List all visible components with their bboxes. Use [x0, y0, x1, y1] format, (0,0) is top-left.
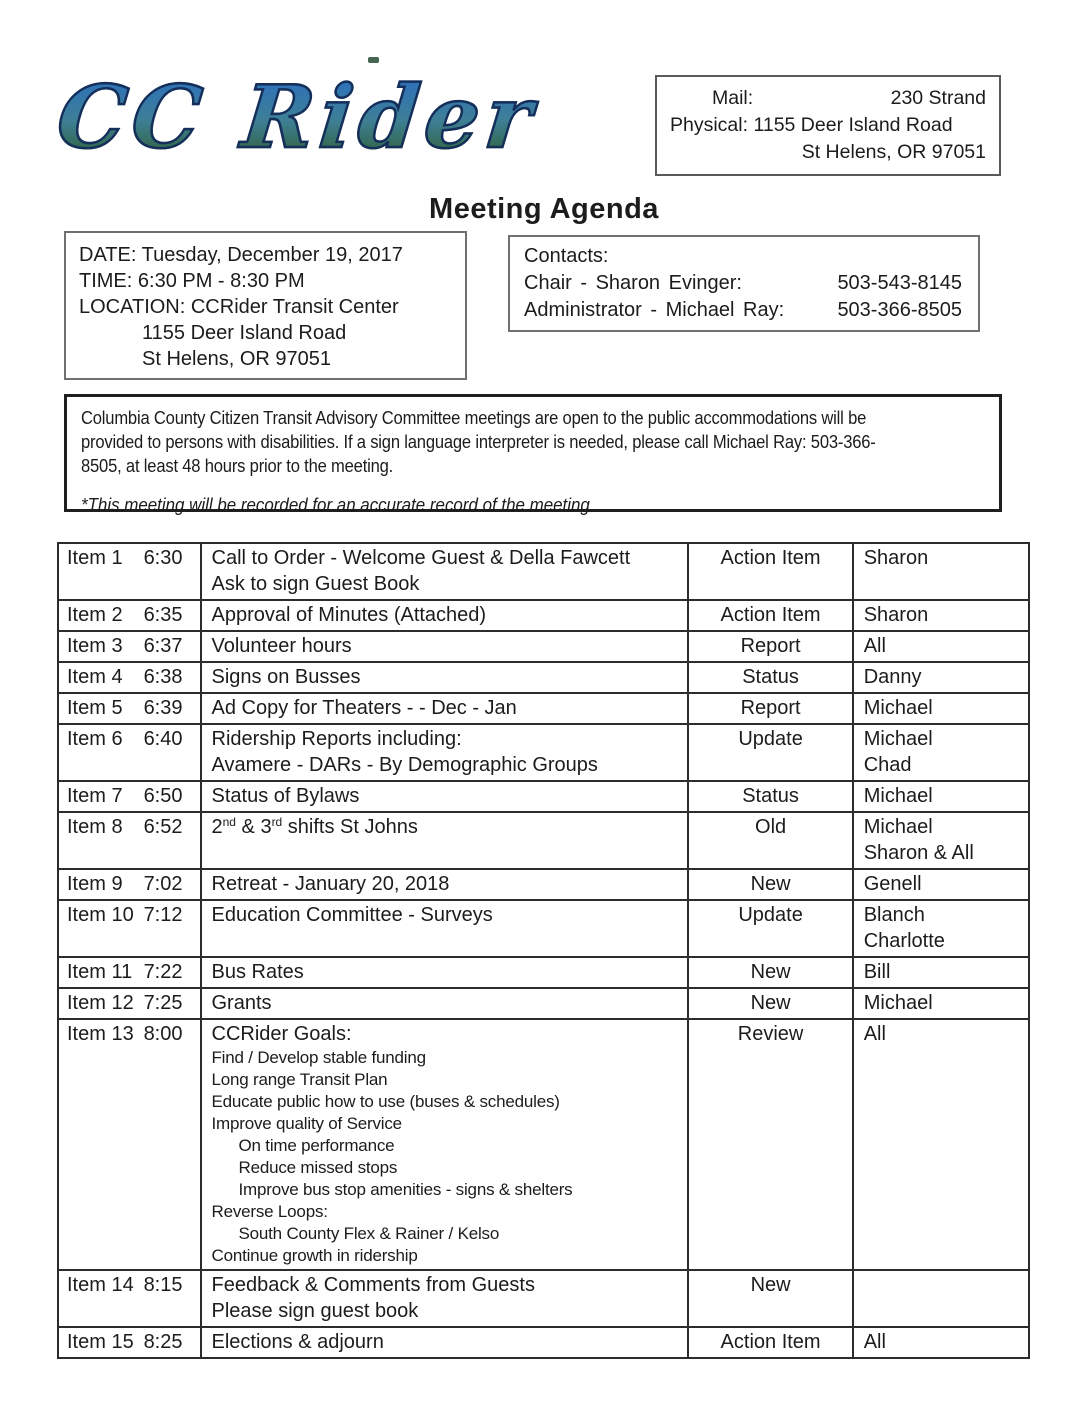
agenda-type-cell: Action Item	[689, 544, 853, 599]
desc-line: Reduce missed stops	[238, 1158, 398, 1177]
agenda-row	[59, 1271, 1028, 1328]
public-notice-box	[64, 394, 1002, 515]
desc-line: Volunteer hours	[211, 635, 352, 657]
agenda-item-label: Item 15	[67, 1331, 134, 1353]
agenda-owner-cell	[854, 782, 1028, 811]
agenda-owner-cell	[854, 725, 1028, 780]
agenda-item-label: Item 14	[67, 1274, 134, 1296]
chair-phone: 503-543-8145	[837, 272, 962, 294]
desc-line: Find / Develop stable funding	[211, 1048, 426, 1067]
owner-line: Blanch	[863, 904, 925, 926]
agenda-type-cell: Status	[689, 782, 853, 811]
agenda-type-cell: Status	[689, 663, 853, 692]
agenda-item-cell	[59, 1271, 202, 1326]
agenda-item-label: Item 13	[67, 1023, 134, 1045]
agenda-description-cell	[202, 725, 690, 780]
desc-line: Long range Transit Plan	[211, 1070, 388, 1089]
agenda-type-cell: Action Item	[689, 601, 853, 630]
desc-line: South County Flex & Rainer / Kelso	[238, 1224, 500, 1243]
agenda-owner-cell	[854, 663, 1028, 692]
agenda-item-cell	[59, 958, 202, 987]
agenda-row	[59, 1328, 1028, 1357]
agenda-item-cell	[59, 813, 202, 868]
agenda-row	[59, 813, 1028, 870]
agenda-row	[59, 782, 1028, 813]
agenda-owner-cell	[854, 601, 1028, 630]
agenda-type-cell: Review	[689, 1020, 853, 1269]
agenda-item-label: Item 6	[67, 728, 123, 750]
agenda-description-cell	[202, 782, 690, 811]
address-box	[655, 75, 1001, 176]
agenda-description-cell	[202, 632, 690, 661]
agenda-table	[57, 542, 1030, 1359]
agenda-item-label: Item 12	[67, 992, 134, 1014]
agenda-owner-cell	[854, 989, 1028, 1018]
agenda-owner-cell	[854, 1328, 1028, 1357]
agenda-owner-cell	[854, 544, 1028, 599]
agenda-owner-cell	[854, 632, 1028, 661]
contact-row-chair	[524, 270, 962, 297]
owner-line: Sharon & All	[863, 842, 974, 864]
agenda-row	[59, 694, 1028, 725]
owner-line: All	[863, 635, 886, 657]
mail-value: 230 Strand	[890, 87, 986, 109]
agenda-description-cell	[202, 989, 690, 1018]
owner-line: Michael	[863, 816, 933, 838]
meeting-location-line: LOCATION: CCRider Transit Center	[79, 296, 399, 318]
desc-line: Grants	[211, 992, 272, 1014]
agenda-type-cell: Update	[689, 901, 853, 956]
agenda-row	[59, 725, 1028, 782]
desc-line: Elections & adjourn	[211, 1331, 384, 1353]
mail-label: Mail:	[712, 87, 754, 109]
agenda-item-time: 6:30	[143, 547, 183, 569]
desc-line: CCRider Goals:	[211, 1023, 352, 1045]
agenda-item-cell	[59, 782, 202, 811]
agenda-item-label: Item 5	[67, 697, 123, 719]
agenda-item-cell	[59, 870, 202, 899]
desc-line: Ridership Reports including:	[211, 728, 462, 750]
owner-line: Michael	[863, 697, 933, 719]
agenda-item-cell	[59, 663, 202, 692]
desc-line: Call to Order - Welcome Guest & Della Fawcett	[211, 547, 631, 569]
desc-line: Status of Bylaws	[211, 785, 360, 807]
agenda-description-cell	[202, 813, 690, 868]
desc-line: Bus Rates	[211, 961, 304, 983]
desc-line: Education Committee - Surveys	[211, 904, 493, 926]
notice-line: 8505, at least 48 hours prior to the meeting.	[81, 456, 394, 476]
owner-line: Danny	[863, 666, 922, 688]
agenda-item-time: 7:22	[143, 961, 183, 983]
agenda-item-time: 8:15	[143, 1274, 183, 1296]
agenda-description-cell	[202, 544, 690, 599]
agenda-item-label: Item 9	[67, 873, 123, 895]
agenda-item-cell	[59, 1020, 202, 1269]
agenda-item-time: 6:50	[143, 785, 183, 807]
agenda-item-cell	[59, 632, 202, 661]
agenda-description-cell	[202, 1020, 690, 1269]
agenda-item-label: Item 4	[67, 666, 123, 688]
agenda-row	[59, 632, 1028, 663]
agenda-item-cell	[59, 1328, 202, 1357]
agenda-type-cell: Report	[689, 694, 853, 723]
agenda-owner-cell	[854, 813, 1028, 868]
agenda-row	[59, 958, 1028, 989]
owner-line: All	[863, 1331, 886, 1353]
agenda-item-time: 7:25	[143, 992, 183, 1014]
agenda-item-time: 6:40	[143, 728, 183, 750]
address-mail-line	[670, 85, 986, 112]
desc-line: On time performance	[238, 1136, 395, 1155]
agenda-item-time: 6:37	[143, 635, 183, 657]
meeting-details-box	[64, 231, 467, 380]
agenda-item-cell	[59, 901, 202, 956]
owner-line: Bill	[863, 961, 891, 983]
agenda-item-time: 7:12	[143, 904, 183, 926]
agenda-type-cell: New	[689, 1271, 853, 1326]
owner-line: All	[863, 1023, 886, 1045]
desc-line: Feedback & Comments from Guests	[211, 1274, 535, 1296]
agenda-row	[59, 544, 1028, 601]
desc-line: Ask to sign Guest Book	[211, 573, 420, 595]
agenda-item-cell	[59, 725, 202, 780]
owner-line: Chad	[863, 754, 912, 776]
agenda-owner-cell	[854, 958, 1028, 987]
meeting-address-line: 1155 Deer Island Road	[142, 322, 347, 344]
address-physical-line: Physical: 1155 Deer Island Road	[670, 114, 953, 136]
agenda-item-time: 6:35	[143, 604, 183, 626]
agenda-item-time: 8:00	[143, 1023, 183, 1045]
agenda-row	[59, 901, 1028, 958]
desc-line: 2nd & 3rd shifts St Johns	[211, 815, 418, 838]
agenda-description-cell	[202, 901, 690, 956]
contacts-box	[508, 235, 980, 332]
agenda-type-cell: Old	[689, 813, 853, 868]
agenda-owner-cell	[854, 694, 1028, 723]
meeting-date-line: DATE: Tuesday, December 19, 2017	[79, 244, 403, 266]
agenda-row	[59, 601, 1028, 632]
owner-line: Genell	[863, 873, 922, 895]
agenda-owner-cell	[854, 870, 1028, 899]
agenda-item-cell	[59, 601, 202, 630]
agenda-item-cell	[59, 989, 202, 1018]
agenda-type-cell: Update	[689, 725, 853, 780]
agenda-item-time: 8:25	[143, 1331, 183, 1353]
chair-label: Chair - Sharon Evinger:	[524, 272, 742, 294]
agenda-owner-cell	[854, 901, 1028, 956]
agenda-description-cell	[202, 870, 690, 899]
agenda-item-label: Item 8	[67, 816, 123, 838]
agenda-item-time: 7:02	[143, 873, 183, 895]
desc-line: Signs on Busses	[211, 666, 361, 688]
agenda-type-cell: Report	[689, 632, 853, 661]
agenda-type-cell: New	[689, 989, 853, 1018]
agenda-item-label: Item 3	[67, 635, 123, 657]
desc-line: Avamere - DARs - By Demographic Groups	[211, 754, 598, 776]
agenda-owner-cell	[854, 1271, 1028, 1326]
agenda-type-cell: New	[689, 958, 853, 987]
desc-line: Educate public how to use (buses & schedules)	[211, 1092, 560, 1111]
agenda-item-label: Item 2	[67, 604, 123, 626]
agenda-description-cell	[202, 958, 690, 987]
owner-line: Sharon	[863, 604, 929, 626]
agenda-description-cell	[202, 1271, 690, 1326]
administrator-label: Administrator - Michael Ray:	[524, 299, 785, 321]
desc-line: Approval of Minutes (Attached)	[211, 604, 487, 626]
agenda-item-cell	[59, 694, 202, 723]
agenda-item-cell	[59, 544, 202, 599]
agenda-row	[59, 663, 1028, 694]
desc-line: Reverse Loops:	[211, 1202, 328, 1221]
agenda-type-cell: New	[689, 870, 853, 899]
agenda-description-cell	[202, 601, 690, 630]
owner-line: Sharon	[863, 547, 929, 569]
page-title: Meeting Agenda	[429, 193, 659, 225]
agenda-description-cell	[202, 663, 690, 692]
desc-line: Retreat - January 20, 2018	[211, 873, 450, 895]
contact-row-administrator	[524, 297, 962, 324]
desc-line: Improve bus stop amenities - signs & shelters	[238, 1180, 573, 1199]
agenda-row	[59, 870, 1028, 901]
notice-line: provided to persons with disabilities. If a sign language interpreter is needed, please call Michael Ray: 503-366-	[81, 432, 876, 452]
owner-line: Michael	[863, 785, 933, 807]
agenda-item-label: Item 10	[67, 904, 134, 926]
owner-line: Michael	[863, 728, 933, 750]
agenda-row	[59, 989, 1028, 1020]
contacts-heading: Contacts:	[524, 245, 609, 267]
agenda-item-time: 6:52	[143, 816, 183, 838]
meeting-city-line: St Helens, OR 97051	[142, 348, 331, 370]
agenda-item-label: Item 1	[67, 547, 123, 569]
agenda-description-cell	[202, 694, 690, 723]
desc-line: Continue growth in ridership	[211, 1246, 418, 1265]
owner-line: Charlotte	[863, 930, 945, 952]
desc-line: Ad Copy for Theaters - - Dec - Jan	[211, 697, 517, 719]
agenda-type-cell: Action Item	[689, 1328, 853, 1357]
agenda-item-label: Item 7	[67, 785, 123, 807]
desc-line: Please sign guest book	[211, 1300, 419, 1322]
notice-line: Columbia County Citizen Transit Advisory Committee meetings are open to the public accommodations will be	[81, 408, 867, 428]
agenda-item-label: Item 11	[67, 961, 133, 983]
administrator-phone: 503-366-8505	[837, 299, 962, 321]
recording-note: *This meeting will be recorded for an accurate record of the meeting.	[81, 495, 595, 515]
agenda-description-cell	[202, 1328, 690, 1357]
agenda-row	[59, 1020, 1028, 1271]
owner-line: Michael	[863, 992, 933, 1014]
agenda-item-time: 6:38	[143, 666, 183, 688]
desc-line: Improve quality of Service	[211, 1114, 402, 1133]
meeting-time-line: TIME: 6:30 PM - 8:30 PM	[79, 270, 305, 292]
agenda-item-time: 6:39	[143, 697, 183, 719]
agenda-owner-cell	[854, 1020, 1028, 1269]
address-city-line: St Helens, OR 97051	[801, 141, 986, 163]
cc-rider-logo: CC Rider	[52, 62, 564, 174]
